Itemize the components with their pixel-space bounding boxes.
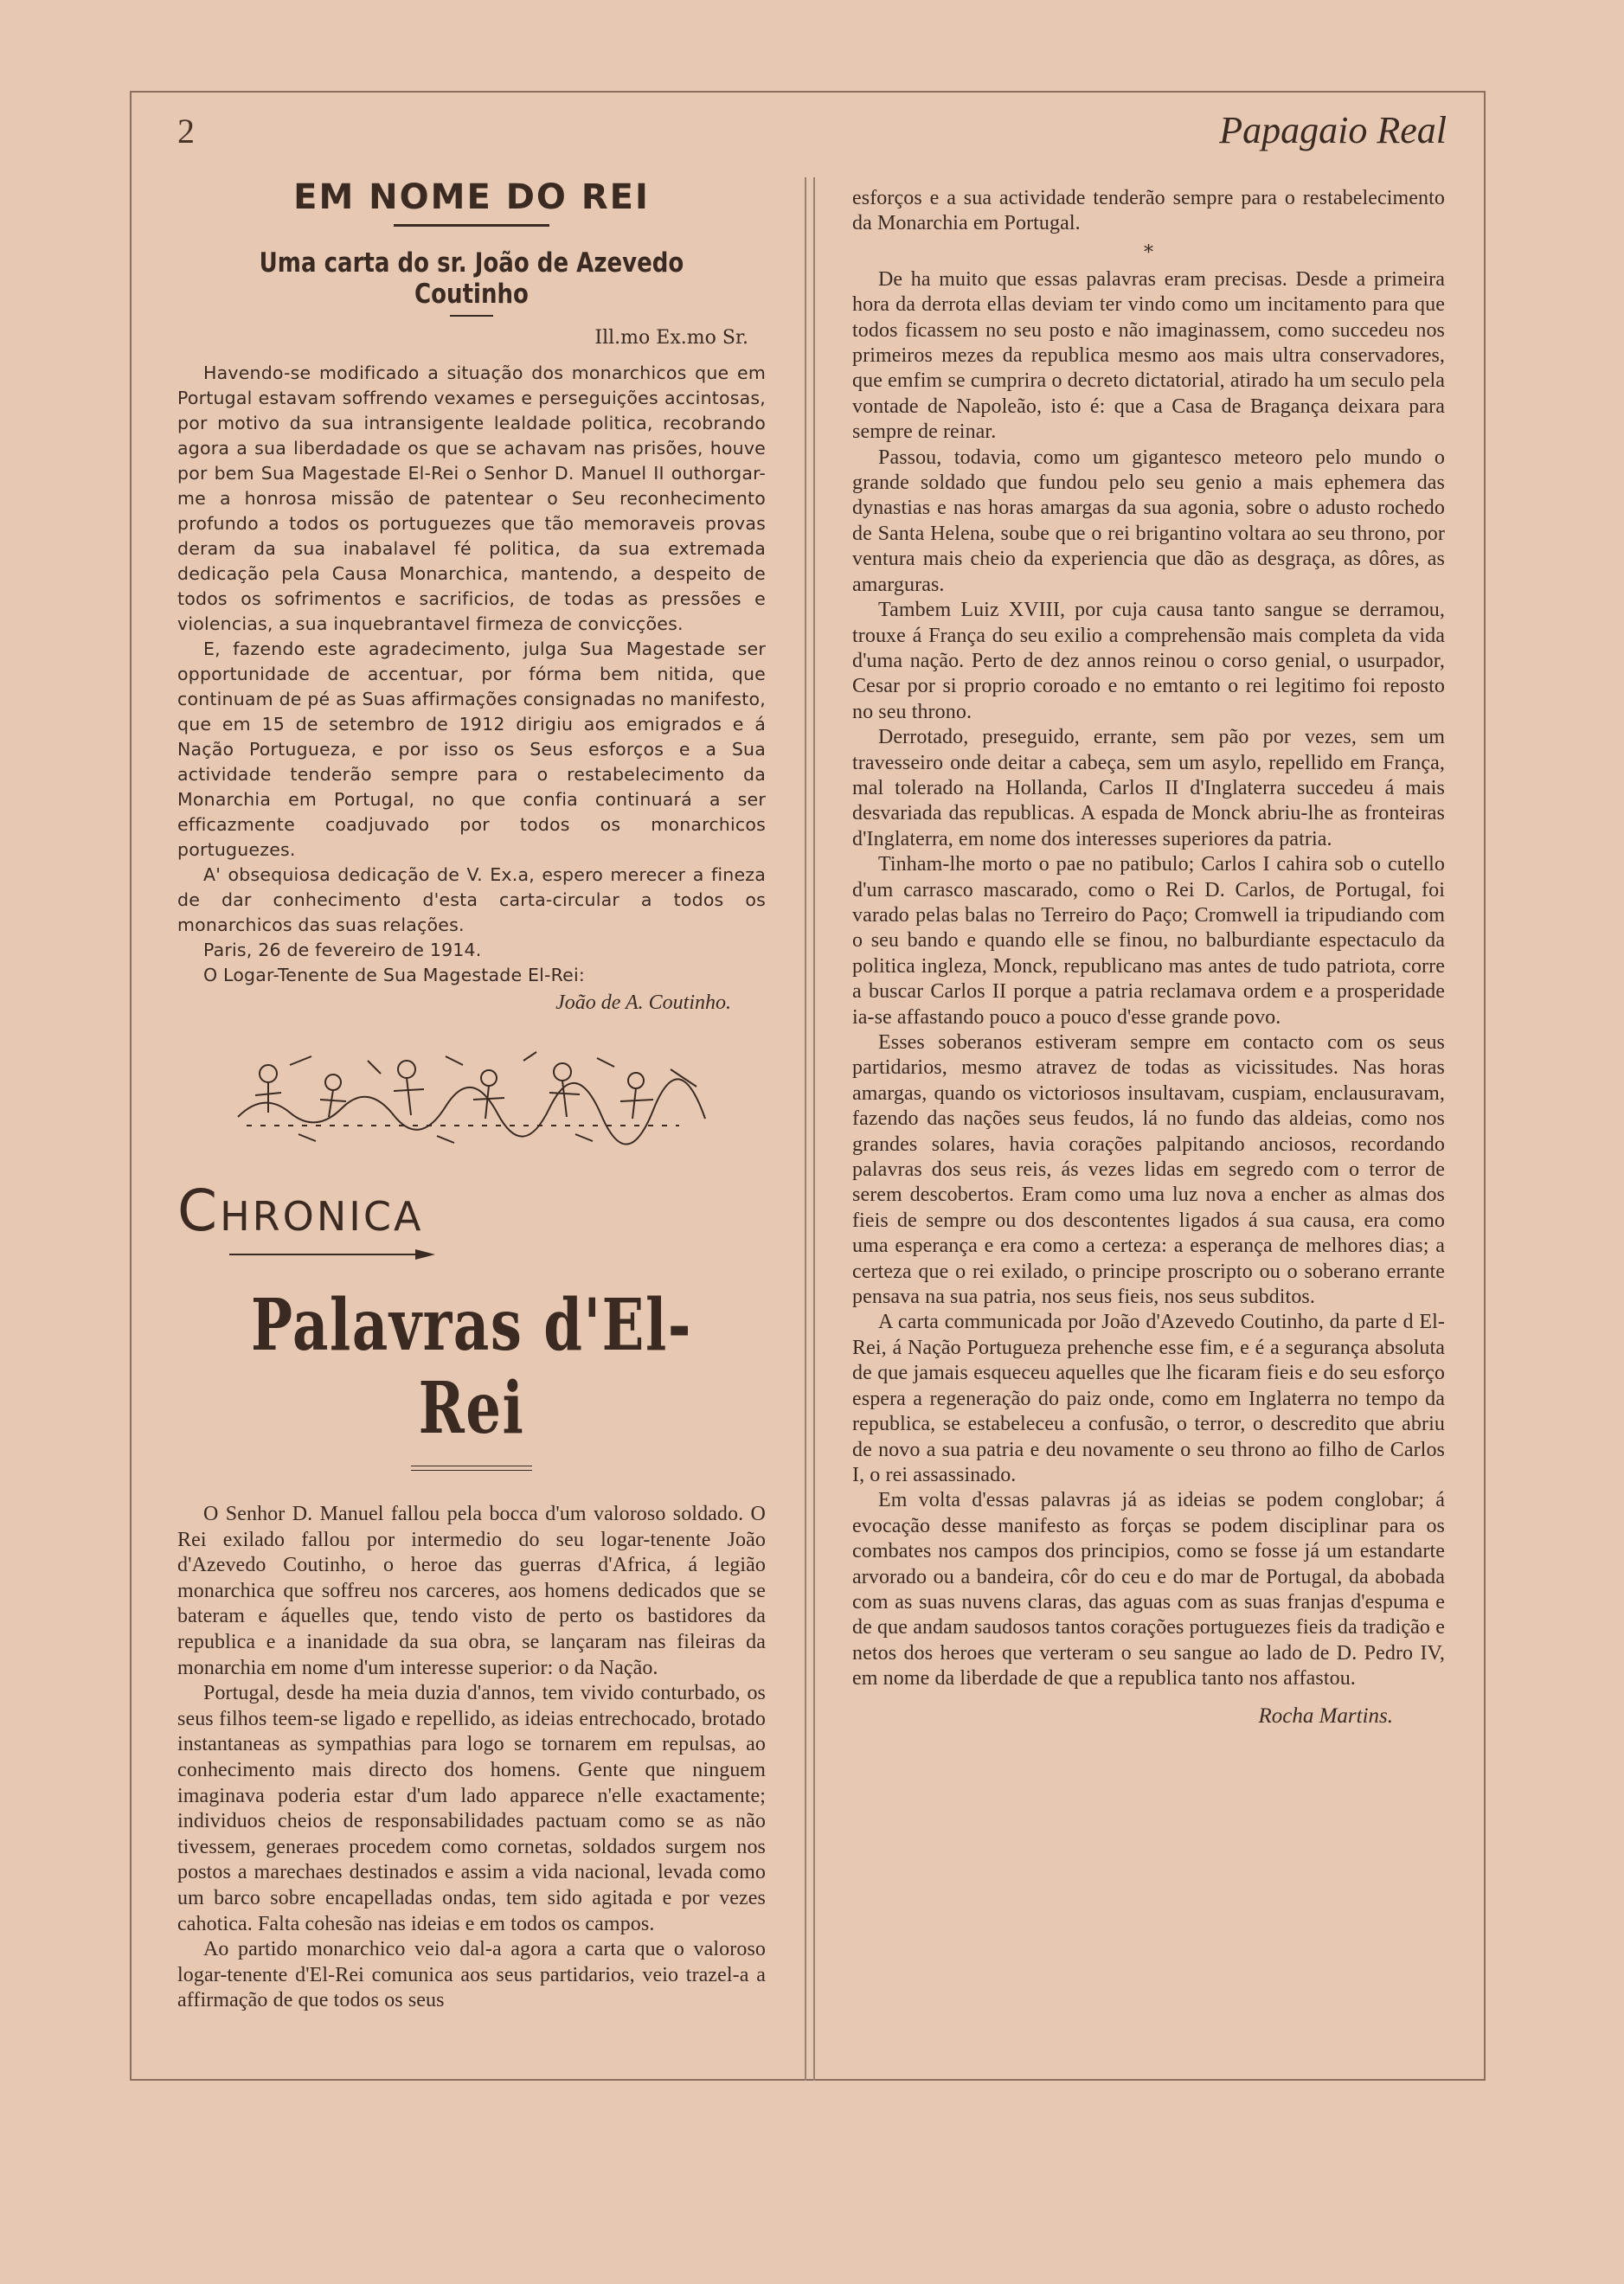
arrow-icon: [229, 1248, 437, 1261]
subheadline-rule: [450, 315, 493, 317]
letter-headline: EM NOME DO REI: [293, 177, 650, 217]
section-initial: C: [177, 1177, 221, 1244]
section-arrow-rule: [229, 1248, 766, 1265]
letter-dateline: Paris, 26 de fevereiro de 1914.: [203, 940, 482, 960]
letter-salutation: Ill.mo Ex.mo Sr.: [594, 327, 748, 349]
letter-paragraph: A' obsequiosa dedicação de V. Ex.a, espero merecer a fineza de dar conhecimento d'esta carta-circular a todos os monarchicos das suas relações.: [177, 864, 766, 935]
right-column: [852, 186, 1445, 1729]
article-paragraph: Ao partido monarchico veio dal-a agora a carta que o valoroso logar-tenente d'El-Rei comunica aos seus partidarios, veio trazel-a a affirmação de que todos os seus: [177, 1938, 766, 2012]
article-paragraph: A carta communicada por João d'Azevedo Coutinho, da parte d El-Rei, á Nação Portugueza prehenche esse fim, e é a segurança absoluta de que jamais esqueceu aquelles que lhe ficaram fieis e do seu esforço espera a regeneração do paiz onde, como em Inglaterra no tempo da republica, se estabeleceu a confusão, o terror, o descredito que abriu de novo a sua patria e deu novamente o seu throno ao filho de Carlos I, o rei assassinado.: [852, 1311, 1445, 1486]
vignette-illustration: [229, 1039, 714, 1152]
column-divider: [805, 177, 815, 2081]
article-paragraph: Esses soberanos estiveram sempre em contacto com os seus partidarios, mesmo atravez de todas as vicissitudes. Nas horas amargas, quando os victoriosos insultavam, cuspiam, enclausuravam, fazendo das nações seus feudos, lá no fundo das aldeias, como nos grandes solares, havia corações palpitando anciosos, recordando palavras dos seus reis, ás vezes lidas em segredo com o terror de serem descobertos. Eram como uma luz nova a encher as almas dos fieis de sempre ou dos descontentes ligados á sua causa, era como uma esperança e era como a certeza: a esperança de melhores dias; a certeza que o rei exilado, o principe proscripto ou o soberano errante pensava na sua patria, nos seus fieis, nos seus subditos.: [852, 1031, 1445, 1309]
title-rule: [411, 1466, 532, 1471]
article-paragraph: Derrotado, preseguido, errante, sem pão por vezes, sem um travesseiro onde deitar a cabeça, sem um asylo, repellido em França, mal tolerado na Hollanda, Carlos II d'Inglaterra succedeu á mais desvariada das republicas. A espada de Monck abriu-lhe as fronteiras d'Inglaterra, em nome dos interesses superiores da patria.: [852, 726, 1445, 850]
publication-title: Papagaio Real: [1219, 109, 1447, 151]
article-paragraph: Em volta d'essas palavras já as ideias se podem conglobar; á evocação desse manifesto as forças se podem disciplinar para os combates nos campos dos principios, como se fosse já um estandarte arvorado ou a bandeira, côr do ceu e do mar de Portugal, da abobada com as suas nuvens claras, das aguas com as suas franjas d'espuma e de que andam saudosos tantos corações portuguezes fieis da tradição e netos dos heroes que verteram o seu sangue ao lado de D. Pedro IV, em nome da liberdade de que a republica tanto nos affastou.: [852, 1489, 1445, 1691]
letter-paragraph: E, fazendo este agradecimento, julga Sua Magestade ser opportunidade de accentuar, por fórma bem nitida, que continuam de pé as Suas affirmações consignadas no manifesto, que em 15 de setembro de 1912 dirigiu aos emigrados e á Nação Portugueza, e por isso os Seus esforços e a Sua actividade tenderão sempre para o restabelecimento da Monarchia em Portugal, no que confia continuará a ser efficazmente coadjuvado por todos os monarchicos portuguezes.: [177, 638, 766, 860]
left-column: [177, 177, 766, 2014]
article-continuation: esforços e a sua actividade tenderão sempre para o restabelecimento da Monarchia em Portugal.: [852, 187, 1445, 235]
article-title: Palavras d'El-Rei: [251, 1284, 692, 1450]
letter-subheadline: Uma carta do sr. João de Azevedo Coutinho: [259, 247, 684, 310]
section-chronica-label: [177, 1177, 423, 1244]
separator-asterisk: *: [1144, 241, 1153, 264]
article-body-left: [177, 1502, 766, 2014]
headline-rule: [394, 224, 549, 227]
article-paragraph: De ha muito que essas palavras eram precisas. Desde a primeira hora da derrota ellas deviam ter vindo como um incitamento para que todos ficassem no seu posto e não imaginassem, como succedeu nos primeiros mezes da republica mesmo aos mais ultra conservadores, que emfim se cumprira o decreto dictatorial, atirado ha um seculo pela vontade de Napoleão, isto é: que a Casa de Bragança deixara para sempre de reinar.: [852, 267, 1445, 444]
article-paragraph: O Senhor D. Manuel fallou pela bocca d'um valoroso soldado. O Rei exilado fallou por intermedio do seu logar-tenente João d'Azevedo Coutinho, o heroe das guerras d'Africa, á legião monarchica que soffreu nos carceres, aos homens dedicados que se bateram e áquelles que, tendo visto de perto os bastidores da republica e a inanidade da sua obra, se lançaram nas fileiras da monarchia em nome d'um interesse superior: o da Nação.: [177, 1503, 766, 1679]
letter-closing: O Logar-Tenente de Sua Magestade El-Rei:: [203, 965, 585, 985]
section-chronica-heading: [177, 1177, 766, 1244]
article-paragraph: Portugal, desde ha meia duzia d'annos, tem vivido conturbado, os seus filhos teem-se ligado e repellido, as ideias entrechocado, brotado instantaneas as sympathias para logo se tornarem em repulsas, ao conhecimento mais directo dos homens. Gente que ninguem imaginava poderia estar d'um lado apparece n'elle exactamente; individuos cheios de responsabilidades pactuam como se as não tivessem, generaes procedem como cornetas, soldados surgem nos postos a marechaes destinados e assim a vida nacional, levada como um barco sobre encapelladas ondas, tem sido agitada e por vezes cahotica. Falta cohesão nas ideias e em todos os campos.: [177, 1682, 766, 1935]
letter-signature: João de A. Coutinho.: [555, 991, 731, 1014]
article-paragraph: Tinham-lhe morto o pae no patibulo; Carlos I cahira sob o cutello d'um carrasco mascarado, como o Rei D. Carlos, de Portugal, foi varado pelas balas no Terreiro do Paço; Cromwell ia tripudiando com o seu bando e quando elle se finou, no balburdiante espectaculo da politica ingleza, Monck, republicano mas antes de tudo patriota, corre a buscar Carlos II porque a patria reclamava ordem e a prosperidade ia-se affastando pouco a pouco d'esse grande povo.: [852, 853, 1445, 1029]
article-paragraph: Tambem Luiz XVIII, por cuja causa tanto sangue se derramou, trouxe á França do seu exilio a comprehensão mais completa da vida d'uma nação. Perto de dez annos reinou o corso genial, o usurpador, Cesar por si proprio coroado e no emtanto o rei legitimo foi reposto no seu throno.: [852, 599, 1445, 723]
article-paragraph: Passou, todavia, como um gigantesco meteoro pelo mundo o grande soldado que fundou pelo seu genio a mais ephemera das dynastias e nas horas amargas da sua agonia, sobre o adusto rochedo de Santa Helena, soube que o rei brigantino voltara ao seu throno, por ventura mais cheio da experiencia que dão as desgraça, as dôres, as amarguras.: [852, 446, 1445, 596]
article-byline: Rocha Martins.: [1258, 1703, 1393, 1728]
section-label-text: HRONICA: [220, 1193, 424, 1240]
letter-paragraph: Havendo-se modificado a situação dos monarchicos que em Portugal estavam soffrendo vexames e perseguições accintosas, por motivo da sua intransigente lealdade politica, recobrando agora a sua liberdadade os que se achavam nas prisões, houve por bem Sua Magestade El-Rei o Senhor D. Manuel II outhorgar-me a honrosa missão de patentear o Seu reconhecimento profundo a todos os portuguezes que tão memoraveis provas deram da sua inabalavel fé politica, da sua extremada dedicação pela Causa Monarchica, mantendo, a despeito de todos os sofrimentos e sacrificios, de todas as pressões e violencias, a sua inquebrantavel firmeza de convicções.: [177, 362, 766, 634]
page-number: 2: [177, 112, 195, 151]
article-body-right: [852, 186, 1445, 1692]
letter-body: [177, 361, 766, 988]
decorative-vignette: [229, 1039, 766, 1155]
